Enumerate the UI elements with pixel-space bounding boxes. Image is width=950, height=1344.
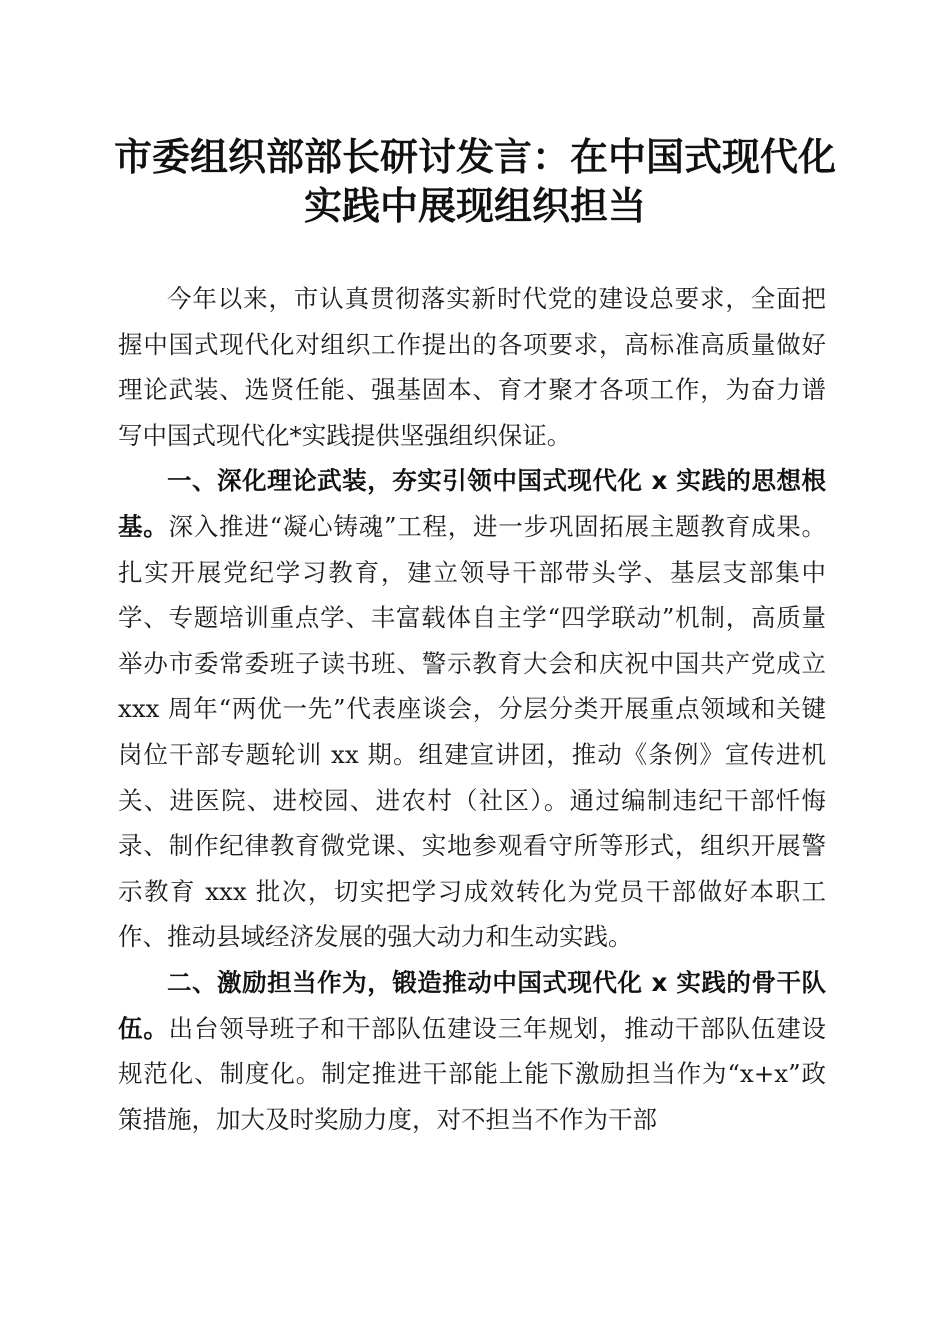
section-one-text: 深入推进“凝心铸魂”工程，进一步巩固拓展主题教育成果。扎实开展党纪学习教育，建立领导干部带头学、基层支部集中学、专题培训重点学、丰富载体自主学“四学联动”机制，高质量举办市委常委班子读书班、警示教育大会和庆祝中国共产党成立 xxx 周年“两优一先”代表座谈会，分层分类开展重点领域和关键岗位干部专题轮训 xx 期。组建宣讲团，推动《条例》宣传进机关、进医院、进校园、进农村（社区）。通过编制违纪干部忏悔录、制作纪律教育微党课、实地参观看守所等形式，组织开展警示教育 xxx 批次，切实把学习成效转化为党员干部做好本职工作、推动县域经济发展的强大动力和生动实践。 [118, 511, 826, 952]
section-two-text: 出台领导班子和干部队伍建设三年规划，推动干部队伍建设规范化、制度化。制定推进干部能上能下激励担当作为“x+x”政策措施，加大及时奖励力度，对不担当不作为干部 [118, 1013, 827, 1134]
section-two-heading: 二、激励担当作为，锻造推动中国式现代化 x 实践的骨干队伍。 [118, 967, 826, 1043]
section-one-heading: 一、深化理论武装，夯实引领中国式现代化 x 实践的思想根基。 [118, 466, 826, 541]
document-title: 市委组织部部长研讨发言：在中国式现代化实践中展现组织担当 [113, 134, 836, 228]
intro-paragraph-text: 今年以来，市认真贯彻落实新时代党的建设总要求，全面把握中国式现代化对组织工作提出的各项要求，高标准高质量做好理论武装、选贤任能、强基固本、育才聚才各项工作，为奋力谱写中国式现代化*实践提供坚强组织保证。 [118, 284, 826, 450]
section-two-paragraph [118, 960, 826, 1142]
section-one-paragraph [118, 458, 826, 960]
document-body [118, 276, 826, 1142]
intro-paragraph [118, 276, 826, 458]
